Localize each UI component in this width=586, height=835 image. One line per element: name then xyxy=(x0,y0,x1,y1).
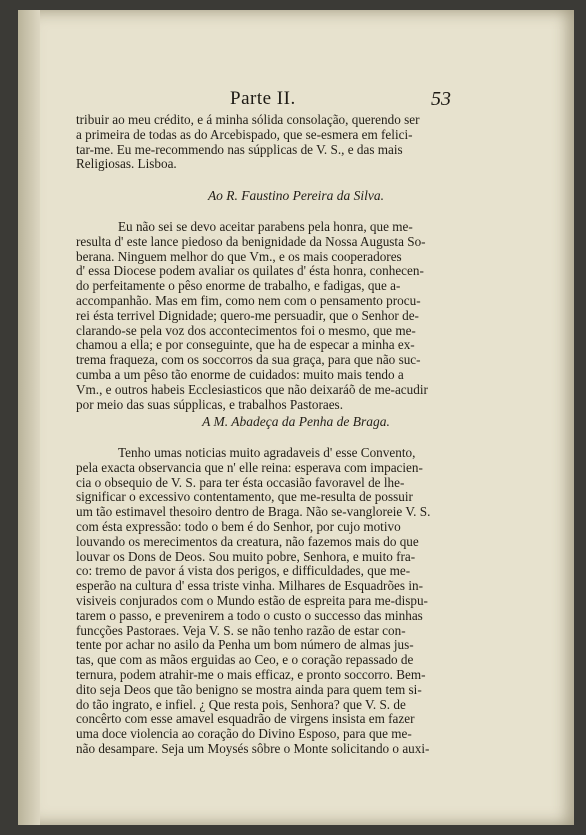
text-line: significar o excessivo contentamento, que me-resulta de possuir xyxy=(76,489,413,505)
book-page xyxy=(18,10,574,825)
text-line: berana. Ninguem melhor do que Vm., e os mais cooperadores xyxy=(76,248,402,264)
text-line: cia o obsequio de V. S. para ter ésta occasião favoravel de lhe- xyxy=(76,474,405,490)
text-line: funcções Pastoraes. Veja V. S. se não tenho razão de estar con- xyxy=(76,622,406,638)
text-line: visiveis conjurados com o Mundo estão de espreita para me-dispu- xyxy=(76,592,428,608)
text-line: tribuir ao meu crédito, e á minha sólida consolação, querendo ser xyxy=(76,112,420,127)
text-line: trema fraqueza, com os soccorros da sua graça, para que não suc- xyxy=(76,352,421,368)
letter-body-2 xyxy=(76,446,460,757)
text-line: Vm., e outros habeis Ecclesiasticos que não deixaráõ de me-acudir xyxy=(76,381,428,397)
text-line: por meio das suas súpplicas, e trabalhos Pastoraes. xyxy=(76,396,343,412)
letter-body-1 xyxy=(76,220,460,412)
text-line: Eu não sei se devo aceitar parabens pela honra, que me- xyxy=(118,219,413,234)
text-line: concêrto com esse amavel esquadrão de virgens insista em fazer xyxy=(76,711,415,727)
text-line: chamou a ella; e por conseguinte, que ha de especar a minha ex- xyxy=(76,337,415,353)
text-line: tas, que com as mãos erguidas ao Ceo, e o coração repassado de xyxy=(76,652,414,668)
text-line: com ésta expressão: todo o bem é do Senhor, por cujo motivo xyxy=(76,518,401,534)
text-line: clarando-se pela voz dos accontecimentos foi o mesmo, que me- xyxy=(76,322,416,338)
text-line: tente por achar no asilo da Penha um bom número de almas jus- xyxy=(76,637,414,653)
running-head: Parte II. xyxy=(230,88,296,109)
letter-heading-1: Ao R. Faustino Pereira da Silva. xyxy=(207,188,385,203)
text-line: ternura, podem atrahir-me o mais efficaz, e pronto soccorro. Bem- xyxy=(76,666,426,682)
text-line: louvando os merecimentos da creatura, não fazemos mais do que xyxy=(76,533,419,549)
text-line: louvar os Dons de Deos. Sou muito pobre, Senhora, e muito fra- xyxy=(76,548,416,564)
text-line: dito seja Deos que tão benigno se mostra ainda para quem tem si- xyxy=(76,681,422,697)
text-line: do tão ingrato, e infiel. ¿ Que resta pois, Senhora? que V. S. de xyxy=(76,696,406,712)
text-line: não desampare. Seja um Moysés sôbre o Monte solicitando o auxi- xyxy=(76,740,430,756)
text-line: Religiosas. Lisboa. xyxy=(76,156,177,172)
text-line: tar-me. Eu me-recommendo nas súpplicas de V. S., e das mais xyxy=(76,141,403,157)
text-line: a primeira de todas as do Arcebispado, que se-esmera em felici- xyxy=(76,126,413,142)
letter-heading-2: A M. Abadeça da Penha de Braga. xyxy=(202,414,390,429)
text-line: cumba a um pêso tão enorme de cuidados: muito mais tendo a xyxy=(76,366,404,382)
text-line: do perfeitamente o pêso enorme de trabalho, e fadigas, que a- xyxy=(76,278,401,294)
text-line: resulta d' este lance piedoso da benignidade da Nossa Augusta So- xyxy=(76,233,426,249)
text-line: Tenho umas noticias muito agradaveis d' esse Convento, xyxy=(118,445,416,460)
text-line: pela exacta observancia que n' elle reina: esperava com impacien- xyxy=(76,459,423,475)
text-line: d' essa Diocese podem avaliar os quilates d' ésta honra, conhecen- xyxy=(76,263,424,279)
text-line: esperão na cultura d' essa triste vinha. Milhares de Esquadrões in- xyxy=(76,578,423,594)
text-line: tarem o passo, e prevenirem a todo o custo o successo das minhas xyxy=(76,607,423,623)
text-line: um tão estimavel thesoiro dentro de Braga. Não se-vangloreie V. S. xyxy=(76,504,431,520)
page-number: 53 xyxy=(431,88,451,110)
text-line: uma doce violencia ao coração do Divino Esposo, para que me- xyxy=(76,726,412,742)
text-line: co: tremo de pavor á vista dos perigos, e difficuldades, que me- xyxy=(76,563,411,579)
paragraph-continued xyxy=(76,113,460,172)
text-line: accompanhão. Mas em fim, como nem com o pensamento procu- xyxy=(76,292,421,308)
page-header xyxy=(18,82,574,112)
text-line: rei ésta terrivel Dignidade; quero-me persuadir, que o Senhor de- xyxy=(76,307,419,323)
